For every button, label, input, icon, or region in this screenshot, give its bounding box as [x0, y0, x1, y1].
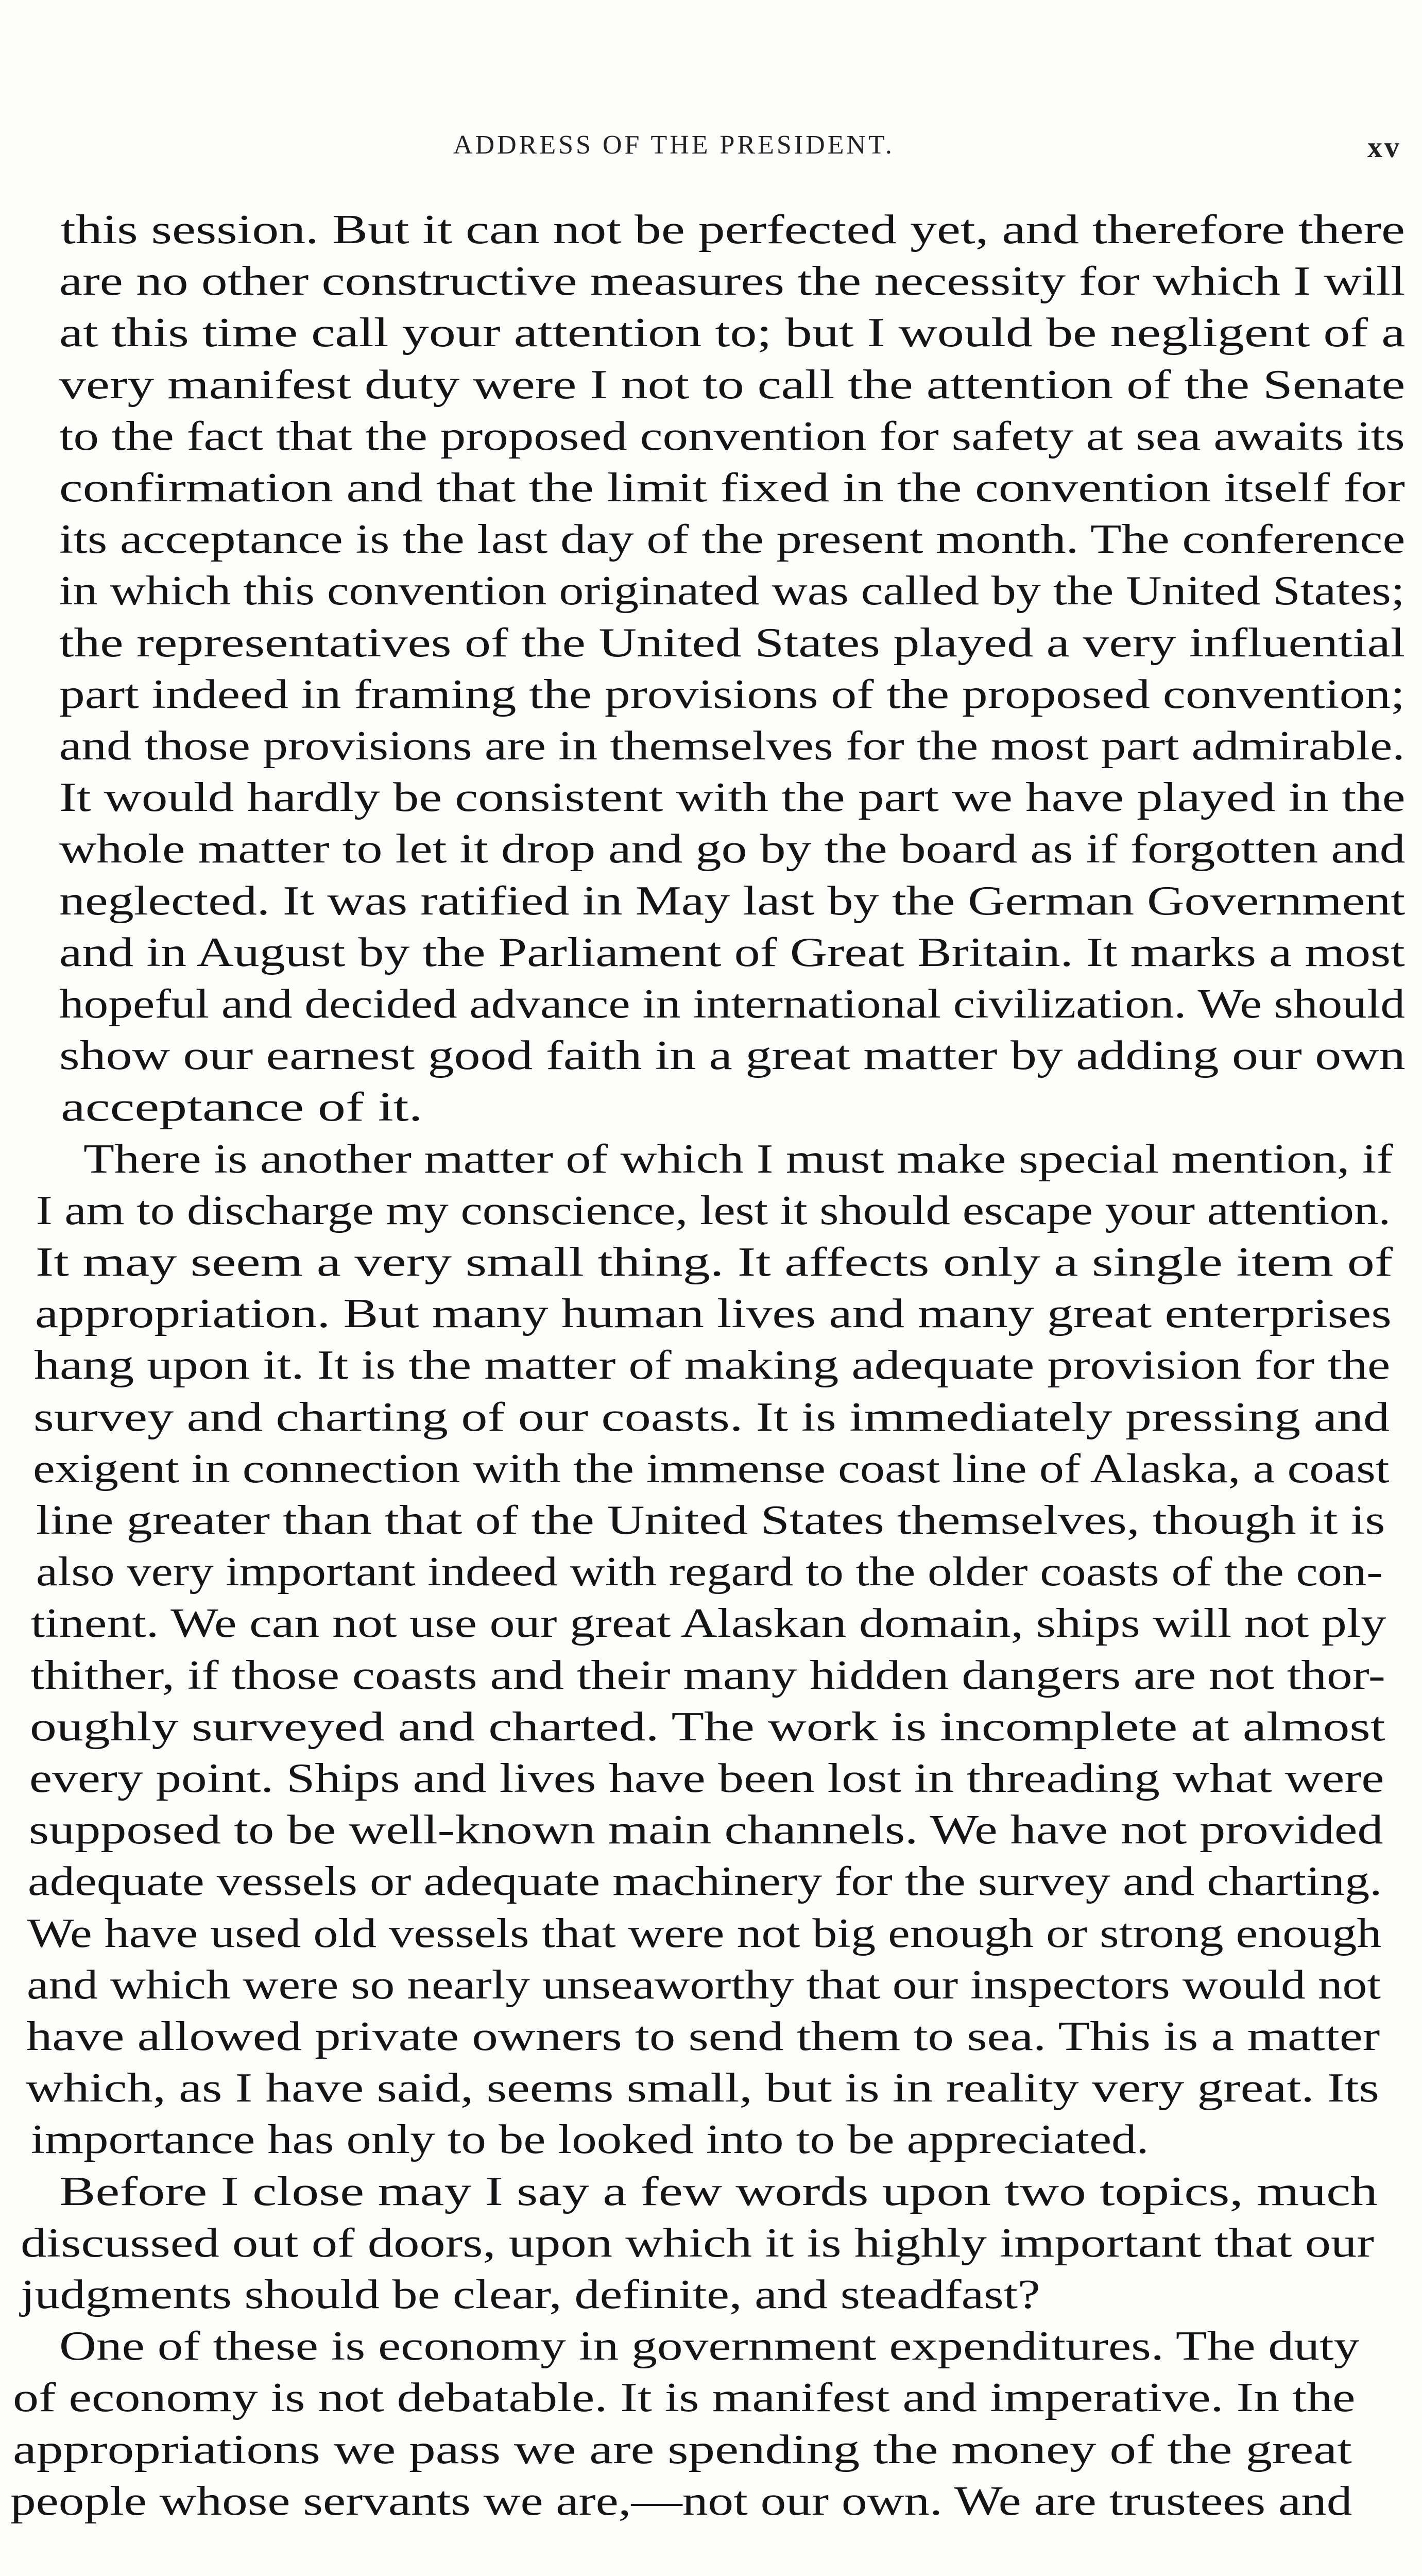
text-line: tinent. We can not use our great Alaskan domain, ships will not ply — [31, 1600, 1386, 1647]
text-line: at this time call your attention to; but I would be negligent of a — [59, 309, 1406, 356]
text-line: supposed to be well-known main channels. We have not provided — [28, 1806, 1383, 1853]
text-line: Before I close may I say a few words upon two topics, much — [59, 2167, 1378, 2214]
text-line: show our earnest good faith in a great matter by adding our own — [59, 1032, 1406, 1079]
text-line: also very important indeed with regard to the older coasts of the con- — [36, 1548, 1383, 1595]
text-line: hang upon it. It is the matter of making adequate provision for the — [34, 1342, 1391, 1388]
text-line: There is another matter of which I must make special mention, if — [83, 1135, 1393, 1182]
text-line: people whose servants we are,—not our own. We are trustees and — [10, 2477, 1352, 2524]
text-line: very manifest duty were I not to call the attention of the Senate — [59, 361, 1406, 408]
text-line: I am to discharge my conscience, lest it should escape your attention. — [36, 1187, 1391, 1233]
text-line: It would hardly be consistent with the part we have played in the — [59, 774, 1406, 821]
text-line: which, as I have said, seems small, but is in reality very great. Its — [25, 2064, 1379, 2111]
text-line: to the fact that the proposed convention for safety at sea awaits its — [59, 412, 1405, 459]
text-line: exigent in connection with the immense coast line of Alaska, a coast — [33, 1445, 1390, 1492]
text-line: thither, if those coasts and their many hidden dangers are not thor- — [30, 1651, 1386, 1698]
text-line: appropriations we pass we are spending the money of the great — [13, 2426, 1352, 2472]
text-line: of economy is not debatable. It is manifest and imperative. In the — [13, 2374, 1356, 2421]
running-head-title: ADDRESS OF THE PRESIDENT. — [453, 130, 895, 160]
text-line: discussed out of doors, upon which it is highly important that our — [21, 2219, 1374, 2266]
text-line: neglected. It was ratified in May last by the German Government — [59, 877, 1406, 924]
text-line: appropriation. But many human lives and many great enterprises — [35, 1290, 1392, 1337]
text-line: survey and charting of our coasts. It is immediately pressing and — [33, 1393, 1390, 1440]
text-line: whole matter to let it drop and go by the board as if forgotten and — [59, 825, 1406, 872]
text-line: judgments should be clear, definite, and steadfast? — [21, 2271, 1040, 2317]
text-line: line greater than that of the United States themselves, though it is — [36, 1497, 1385, 1543]
text-line: have allowed private owners to send them to sea. This is a matter — [26, 2013, 1380, 2059]
text-line: It may seem a very small thing. It affects only a single item of — [35, 1239, 1393, 1285]
text-line: oughly surveyed and charted. The work is incomplete at almost — [30, 1703, 1385, 1750]
text-line: One of these is economy in government expenditures. The duty — [59, 2323, 1360, 2369]
text-line: hopeful and decided advance in international civilization. We should — [59, 980, 1406, 1027]
text-line: and in August by the Parliament of Great Britain. It marks a most — [59, 928, 1405, 975]
text-line: and which were so nearly unseaworthy that our inspectors would not — [27, 1961, 1381, 2008]
text-line: this session. But it can not be perfected yet, and therefore there — [61, 206, 1406, 252]
text-line: are no other constructive measures the necessity for which I will — [59, 258, 1406, 304]
text-line: its acceptance is the last day of the present month. The conference — [59, 516, 1406, 563]
text-line: the representatives of the United States played a very influential — [59, 619, 1406, 666]
text-line: every point. Ships and lives have been lost in threading what were — [29, 1755, 1384, 1801]
text-line: We have used old vessels that were not big enough or strong enough — [27, 1909, 1382, 1956]
text-line: part indeed in framing the provisions of the proposed convention; — [59, 670, 1405, 717]
text-line: in which this convention originated was called by the United States; — [59, 567, 1405, 614]
text-line: importance has only to be looked into to be appreciated. — [31, 2116, 1149, 2163]
page-number: xv — [1367, 130, 1401, 164]
text-line: and those provisions are in themselves for the most part admirable. — [59, 722, 1405, 769]
text-line: confirmation and that the limit fixed in the convention itself for — [59, 464, 1405, 511]
text-line: adequate vessels or adequate machinery for the survey and charting. — [28, 1858, 1382, 1905]
text-line: acceptance of it. — [61, 1083, 423, 1130]
